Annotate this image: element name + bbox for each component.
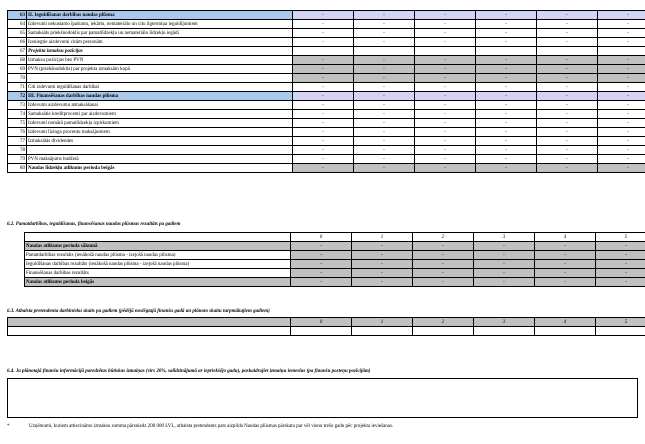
value-cell[interactable]: - bbox=[415, 119, 476, 128]
value-cell[interactable]: - bbox=[354, 155, 415, 164]
row-label bbox=[27, 74, 293, 83]
row-label: Izdevumi aizdevumu atmaksāšanai bbox=[27, 101, 293, 110]
value-cell[interactable]: - bbox=[474, 269, 535, 278]
cash-flow-results-table bbox=[24, 232, 645, 287]
employee-row bbox=[8, 327, 645, 336]
value-cell[interactable]: - bbox=[415, 137, 476, 146]
row-label: Izdevumi nomātā pamatlīdzekļa izpirkumiem bbox=[27, 119, 293, 128]
value-cell[interactable]: - bbox=[476, 164, 537, 173]
value-cell[interactable]: - bbox=[598, 20, 645, 29]
row-number: 72 bbox=[8, 92, 27, 101]
table-row bbox=[25, 260, 645, 269]
value-cell[interactable]: - bbox=[535, 251, 596, 260]
row-number: 74 bbox=[8, 110, 27, 119]
value-cell[interactable]: - bbox=[476, 11, 537, 20]
table-row bbox=[8, 146, 645, 155]
row-label: Izmaksātās dividendes bbox=[27, 137, 293, 146]
row-number: 76 bbox=[8, 128, 27, 137]
value-cell[interactable]: - bbox=[291, 260, 352, 269]
year-header: 3 bbox=[474, 318, 535, 327]
year-header: 2 bbox=[413, 233, 474, 242]
row-label: Pamatdarbības rezultāts (ienākošā naudas plūsma - izejošā naudas plūsma) bbox=[25, 251, 291, 260]
table-row bbox=[8, 74, 645, 83]
value-cell[interactable]: - bbox=[293, 110, 354, 119]
row-label: Finansēšanas darbības rezultāts bbox=[25, 269, 291, 278]
table-row bbox=[8, 164, 645, 173]
value-cell[interactable]: - bbox=[413, 242, 474, 251]
row-number: 65 bbox=[8, 29, 27, 38]
row-label bbox=[27, 146, 293, 155]
value-cell[interactable]: - bbox=[476, 20, 537, 29]
year-header: 0 bbox=[291, 318, 352, 327]
value-cell[interactable]: - bbox=[535, 278, 596, 287]
value-cell[interactable]: - bbox=[596, 278, 645, 287]
value-cell[interactable]: - bbox=[415, 11, 476, 20]
value-cell[interactable]: - bbox=[352, 278, 413, 287]
value-cell[interactable]: - bbox=[537, 65, 598, 74]
value-cell[interactable]: - bbox=[354, 29, 415, 38]
value-cell[interactable] bbox=[354, 47, 415, 56]
section-6-4-title: 6.4. Ja plānotajā finanšu informācijā paredzētas būtiskas izmaiņas (virs 20%, salīdzinājumā ar iepriekšējo gadu), paskaidrojiet izmaiņu iemeslus (pa finanšu posteņu pozīcijām) bbox=[7, 369, 371, 374]
value-cell[interactable]: - bbox=[415, 56, 476, 65]
table-row bbox=[8, 56, 645, 65]
value-cell[interactable]: - bbox=[476, 128, 537, 137]
row-number: 73 bbox=[8, 101, 27, 110]
value-cell[interactable]: - bbox=[291, 269, 352, 278]
table-row bbox=[25, 269, 645, 278]
value-cell[interactable]: - bbox=[537, 38, 598, 47]
value-cell[interactable]: - bbox=[537, 83, 598, 92]
value-cell[interactable]: - bbox=[293, 38, 354, 47]
table-row bbox=[8, 128, 645, 137]
value-cell[interactable]: - bbox=[354, 83, 415, 92]
value-cell[interactable]: - bbox=[293, 11, 354, 20]
table-row bbox=[8, 83, 645, 92]
value-cell[interactable]: - bbox=[354, 56, 415, 65]
row-number: 64 bbox=[8, 20, 27, 29]
value-cell[interactable]: - bbox=[293, 119, 354, 128]
header-blank bbox=[8, 318, 291, 327]
row-label: Samaksātie kredītprocenti par aizdevumiem bbox=[27, 110, 293, 119]
employee-count-table bbox=[7, 317, 645, 336]
value-cell[interactable]: - bbox=[476, 155, 537, 164]
value-cell[interactable] bbox=[596, 327, 645, 336]
value-cell[interactable] bbox=[598, 47, 645, 56]
row-label: Naudas atlikums perioda beigās bbox=[25, 278, 291, 287]
value-cell[interactable]: - bbox=[476, 110, 537, 119]
value-cell[interactable]: - bbox=[537, 164, 598, 173]
value-cell[interactable]: - bbox=[598, 56, 645, 65]
value-cell[interactable]: - bbox=[537, 110, 598, 119]
value-cell[interactable]: - bbox=[598, 110, 645, 119]
table-row bbox=[25, 242, 645, 251]
year-header: 0 bbox=[291, 233, 352, 242]
value-cell[interactable]: - bbox=[476, 74, 537, 83]
value-cell[interactable]: - bbox=[476, 38, 537, 47]
row-label: Ieguldīšanas darbības rezultāts (ienākošā naudas plūsma - izejošā naudas plūsma) bbox=[25, 260, 291, 269]
row-label: Samaksāts priekšnodoklis par pamatlīdzekļu un nemateriālo līdzekļu iegādi bbox=[27, 29, 293, 38]
value-cell[interactable]: - bbox=[598, 164, 645, 173]
value-cell[interactable]: - bbox=[598, 38, 645, 47]
value-cell[interactable]: - bbox=[354, 146, 415, 155]
section-6-3-title: 6.3. Atbalsta pretendenta darbinieku skaits pa gadiem (pēdējā noslēgtajā finanšu gadā un plānoto skaitu turpmākajiem gadiem) bbox=[7, 309, 270, 314]
value-cell[interactable]: - bbox=[291, 251, 352, 260]
table-row bbox=[8, 29, 645, 38]
explanation-textbox[interactable] bbox=[7, 378, 638, 418]
value-cell[interactable]: - bbox=[537, 137, 598, 146]
table-row bbox=[8, 11, 645, 20]
value-cell[interactable] bbox=[415, 47, 476, 56]
table-row bbox=[8, 92, 645, 101]
value-cell[interactable]: - bbox=[415, 155, 476, 164]
value-cell[interactable]: - bbox=[293, 137, 354, 146]
year-header-row bbox=[25, 233, 645, 242]
value-cell[interactable]: - bbox=[415, 128, 476, 137]
value-cell[interactable]: - bbox=[537, 155, 598, 164]
value-cell[interactable]: - bbox=[476, 92, 537, 101]
value-cell[interactable]: - bbox=[476, 29, 537, 38]
value-cell[interactable]: - bbox=[293, 128, 354, 137]
value-cell[interactable]: - bbox=[291, 278, 352, 287]
table-row bbox=[8, 101, 645, 110]
value-cell[interactable]: - bbox=[598, 119, 645, 128]
value-cell[interactable]: - bbox=[476, 83, 537, 92]
row-number: 67 bbox=[8, 47, 27, 56]
value-cell[interactable]: - bbox=[537, 146, 598, 155]
row-number: 75 bbox=[8, 119, 27, 128]
value-cell[interactable]: - bbox=[476, 101, 537, 110]
value-cell[interactable]: - bbox=[354, 11, 415, 20]
row-label: Projekta izmaksu pozīcijas bbox=[27, 47, 293, 56]
row-number: 66 bbox=[8, 38, 27, 47]
value-cell[interactable]: - bbox=[474, 278, 535, 287]
row-label: Izsniegtie aizdevumi citām personām bbox=[27, 38, 293, 47]
value-cell[interactable]: - bbox=[474, 242, 535, 251]
value-cell[interactable]: - bbox=[293, 92, 354, 101]
value-cell[interactable]: - bbox=[354, 38, 415, 47]
row-label: Naudas līdzekļu atlikums perioda beigās bbox=[27, 164, 293, 173]
value-cell[interactable] bbox=[474, 327, 535, 336]
value-cell[interactable]: - bbox=[535, 260, 596, 269]
year-header: 1 bbox=[352, 318, 413, 327]
footnote-marker: * bbox=[7, 424, 10, 429]
value-cell[interactable]: - bbox=[352, 269, 413, 278]
value-cell[interactable]: - bbox=[598, 11, 645, 20]
value-cell[interactable]: - bbox=[537, 56, 598, 65]
value-cell[interactable]: - bbox=[354, 74, 415, 83]
value-cell[interactable]: - bbox=[537, 119, 598, 128]
year-header: 4 bbox=[535, 233, 596, 242]
value-cell[interactable]: - bbox=[476, 119, 537, 128]
value-cell[interactable]: - bbox=[293, 83, 354, 92]
value-cell[interactable]: - bbox=[415, 38, 476, 47]
value-cell[interactable]: - bbox=[598, 146, 645, 155]
value-cell[interactable]: - bbox=[354, 92, 415, 101]
value-cell[interactable]: - bbox=[413, 251, 474, 260]
year-header: 5 bbox=[596, 233, 645, 242]
row-label: Izdevumi nekustamo īpašumu, iekārtu, nemateriālo un citu ilgtermiņa ieguldījumiem bbox=[27, 20, 293, 29]
value-cell[interactable] bbox=[537, 47, 598, 56]
value-cell[interactable]: - bbox=[291, 242, 352, 251]
value-cell[interactable]: - bbox=[596, 251, 645, 260]
row-label: Naudas atlikums perioda sākumā bbox=[25, 242, 291, 251]
value-cell[interactable]: - bbox=[293, 101, 354, 110]
row-label: PVN maksājums budžetā bbox=[27, 155, 293, 164]
row-number: 78 bbox=[8, 146, 27, 155]
value-cell[interactable] bbox=[476, 47, 537, 56]
value-cell[interactable]: - bbox=[354, 65, 415, 74]
row-label bbox=[8, 327, 291, 336]
year-header-row bbox=[8, 318, 645, 327]
value-cell[interactable]: - bbox=[474, 251, 535, 260]
table-row bbox=[8, 38, 645, 47]
value-cell[interactable] bbox=[293, 47, 354, 56]
row-number: 63 bbox=[8, 11, 27, 20]
year-header: 2 bbox=[413, 318, 474, 327]
value-cell[interactable]: - bbox=[352, 251, 413, 260]
row-label: Citi izdevumi ieguldīšanas darbībai bbox=[27, 83, 293, 92]
row-label: PVN (priekšnodoklis) par projekta izmaksām kopā bbox=[27, 65, 293, 74]
value-cell[interactable]: - bbox=[354, 20, 415, 29]
table-row bbox=[8, 47, 645, 56]
value-cell[interactable]: - bbox=[354, 110, 415, 119]
row-number: 70 bbox=[8, 74, 27, 83]
row-label: Izmaksu pozīcijas bez PVN bbox=[27, 56, 293, 65]
value-cell[interactable]: - bbox=[293, 29, 354, 38]
value-cell[interactable]: - bbox=[293, 74, 354, 83]
value-cell[interactable]: - bbox=[415, 164, 476, 173]
value-cell[interactable]: - bbox=[598, 92, 645, 101]
value-cell[interactable]: - bbox=[415, 20, 476, 29]
table-row bbox=[8, 65, 645, 74]
value-cell[interactable]: - bbox=[476, 65, 537, 74]
footnote bbox=[7, 424, 637, 429]
value-cell[interactable]: - bbox=[293, 56, 354, 65]
table-row bbox=[8, 155, 645, 164]
value-cell[interactable]: - bbox=[352, 260, 413, 269]
value-cell[interactable]: - bbox=[537, 20, 598, 29]
value-cell[interactable]: - bbox=[415, 83, 476, 92]
value-cell[interactable]: - bbox=[415, 110, 476, 119]
value-cell[interactable]: - bbox=[352, 242, 413, 251]
value-cell[interactable]: - bbox=[415, 65, 476, 74]
year-header: 5 bbox=[596, 318, 645, 327]
table-row bbox=[25, 251, 645, 260]
value-cell[interactable]: - bbox=[537, 11, 598, 20]
value-cell[interactable]: - bbox=[537, 101, 598, 110]
value-cell[interactable]: - bbox=[413, 278, 474, 287]
value-cell[interactable]: - bbox=[598, 128, 645, 137]
value-cell[interactable]: - bbox=[354, 119, 415, 128]
value-cell[interactable]: - bbox=[476, 137, 537, 146]
table-row bbox=[8, 119, 645, 128]
value-cell[interactable]: - bbox=[354, 128, 415, 137]
value-cell[interactable]: - bbox=[537, 74, 598, 83]
value-cell[interactable] bbox=[535, 327, 596, 336]
value-cell[interactable]: - bbox=[415, 101, 476, 110]
value-cell[interactable]: - bbox=[293, 65, 354, 74]
value-cell[interactable]: - bbox=[537, 29, 598, 38]
row-number: 80 bbox=[8, 164, 27, 173]
value-cell[interactable]: - bbox=[598, 83, 645, 92]
value-cell[interactable]: - bbox=[476, 56, 537, 65]
value-cell[interactable]: - bbox=[598, 101, 645, 110]
table-row bbox=[25, 278, 645, 287]
table-row bbox=[8, 110, 645, 119]
value-cell[interactable]: - bbox=[354, 164, 415, 173]
value-cell[interactable]: - bbox=[415, 29, 476, 38]
value-cell[interactable]: - bbox=[596, 242, 645, 251]
year-header: 1 bbox=[352, 233, 413, 242]
row-number: 71 bbox=[8, 83, 27, 92]
value-cell[interactable]: - bbox=[598, 155, 645, 164]
section-6-2-title: 6.2. Pamatdarbības, ieguldīšanas, finansēšanas naudas plūsmas rezultāts pa gadiem bbox=[7, 222, 181, 227]
row-label: Izdevumi līzinga procentu maksājumiem bbox=[27, 128, 293, 137]
value-cell[interactable]: - bbox=[413, 269, 474, 278]
value-cell[interactable]: - bbox=[598, 74, 645, 83]
value-cell[interactable] bbox=[352, 327, 413, 336]
value-cell[interactable]: - bbox=[598, 29, 645, 38]
value-cell[interactable]: - bbox=[415, 92, 476, 101]
value-cell[interactable]: - bbox=[535, 242, 596, 251]
value-cell[interactable]: - bbox=[413, 260, 474, 269]
year-header: 4 bbox=[535, 318, 596, 327]
value-cell[interactable]: - bbox=[476, 146, 537, 155]
row-number: 77 bbox=[8, 137, 27, 146]
value-cell[interactable]: - bbox=[596, 269, 645, 278]
value-cell[interactable]: - bbox=[535, 269, 596, 278]
value-cell[interactable]: - bbox=[293, 155, 354, 164]
row-number: 69 bbox=[8, 65, 27, 74]
table-row bbox=[8, 20, 645, 29]
value-cell[interactable]: - bbox=[537, 128, 598, 137]
year-header: 3 bbox=[474, 233, 535, 242]
value-cell[interactable]: - bbox=[293, 164, 354, 173]
value-cell[interactable]: - bbox=[598, 65, 645, 74]
row-number: 79 bbox=[8, 155, 27, 164]
value-cell[interactable]: - bbox=[415, 146, 476, 155]
value-cell[interactable]: - bbox=[415, 74, 476, 83]
footnote-text: Uzņēmumi, kuriem attiecināmo izmaksu summa pārsniedz 200 000 LVL, atbalsta pretendents pats aizpilda Naudas plūsmas pārskatu par vēl vienu trešo gadu pēc projekta ieviešanas. bbox=[29, 424, 394, 429]
value-cell[interactable]: - bbox=[474, 260, 535, 269]
value-cell[interactable]: - bbox=[293, 146, 354, 155]
cash-flow-table bbox=[7, 10, 645, 173]
table-row bbox=[8, 137, 645, 146]
row-label: II. Ieguldīšanas darbības naudas plūsma bbox=[27, 11, 293, 20]
row-number: 68 bbox=[8, 56, 27, 65]
value-cell[interactable]: - bbox=[354, 137, 415, 146]
value-cell[interactable]: - bbox=[598, 137, 645, 146]
row-label: III. Finansēšanas darbības naudas plūsma bbox=[27, 92, 293, 101]
value-cell[interactable] bbox=[291, 327, 352, 336]
value-cell[interactable]: - bbox=[293, 20, 354, 29]
header-blank bbox=[25, 233, 291, 242]
value-cell[interactable]: - bbox=[596, 260, 645, 269]
value-cell[interactable]: - bbox=[537, 92, 598, 101]
value-cell[interactable] bbox=[413, 327, 474, 336]
value-cell[interactable]: - bbox=[354, 101, 415, 110]
